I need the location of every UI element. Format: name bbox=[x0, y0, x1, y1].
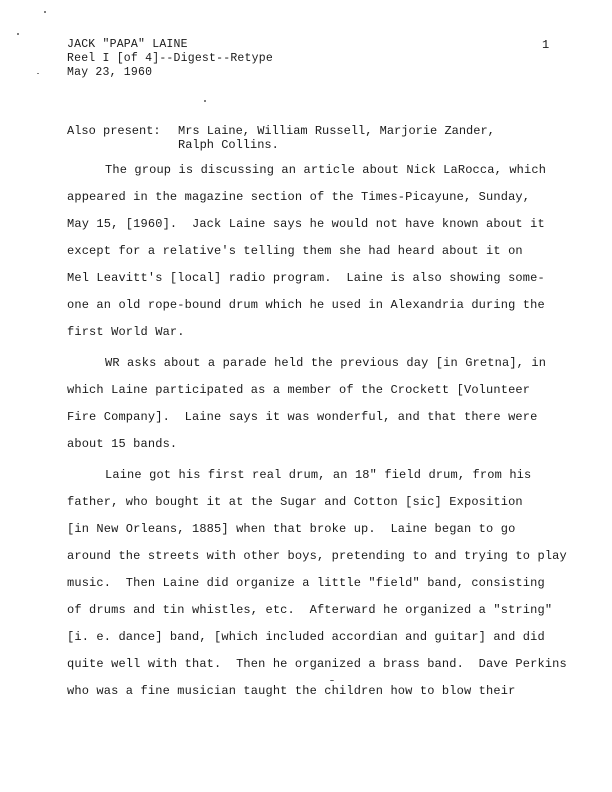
page-number: 1 bbox=[542, 38, 550, 52]
paragraph-3-line-6: of drums and tin whistles, etc. Afterward he organized a "string" bbox=[67, 603, 553, 617]
scan-speck bbox=[17, 33, 19, 35]
header-title: JACK "PAPA" LAINE bbox=[67, 38, 188, 51]
paragraph-1-line-7: first World War. bbox=[67, 325, 185, 339]
scan-speck bbox=[204, 100, 206, 102]
paragraph-3-line-7: [i. e. dance] band, [which included accordian and guitar] and did bbox=[67, 630, 545, 644]
paragraph-3-line-4: around the streets with other boys, pretending to and trying to play bbox=[67, 549, 567, 563]
paragraph-1-line-4: except for a relative's telling them she had heard about it on bbox=[67, 244, 523, 258]
scan-speck bbox=[44, 11, 46, 13]
also-present-label: Also present: bbox=[67, 124, 161, 138]
paragraph-3-line-5: music. Then Laine did organize a little "field" band, consisting bbox=[67, 576, 545, 590]
paragraph-3-line-1: Laine got his first real drum, an 18" field drum, from his bbox=[105, 468, 532, 482]
paragraph-1-line-2: appeared in the magazine section of the Times-Picayune, Sunday, bbox=[67, 190, 531, 204]
also-present-names-line2: Ralph Collins. bbox=[178, 138, 279, 152]
also-present-names-line1: Mrs Laine, William Russell, Marjorie Zander, bbox=[178, 124, 495, 138]
paragraph-1-line-3: May 15, [1960]. Jack Laine says he would not have known about it bbox=[67, 217, 545, 231]
paragraph-1-line-6: one an old rope-bound drum which he used in Alexandria during the bbox=[67, 298, 545, 312]
paragraph-3-line-9: who was a fine musician taught the children how to blow their bbox=[67, 684, 516, 698]
paragraph-3-line-3: [in New Orleans, 1885] when that broke up. Laine began to go bbox=[67, 522, 516, 536]
paragraph-2-line-3: Fire Company]. Laine says it was wonderful, and that there were bbox=[67, 410, 538, 424]
paragraph-1-line-1: The group is discussing an article about Nick LaRocca, which bbox=[105, 163, 547, 177]
header-reel: Reel I [of 4]--Digest--Retype bbox=[67, 52, 273, 65]
paragraph-2-line-1: WR asks about a parade held the previous day [in Gretna], in bbox=[105, 356, 547, 370]
paragraph-3-line-2: father, who bought it at the Sugar and Cotton [sic] Exposition bbox=[67, 495, 523, 509]
scan-speck bbox=[37, 73, 39, 74]
header-date: May 23, 1960 bbox=[67, 66, 153, 79]
paragraph-2-line-4: about 15 bands. bbox=[67, 437, 178, 451]
paragraph-1-line-5: Mel Leavitt's [local] radio program. Laine is also showing some- bbox=[67, 271, 545, 285]
paragraph-2-line-2: which Laine participated as a member of the Crockett [Volunteer bbox=[67, 383, 531, 397]
scan-speck bbox=[330, 680, 334, 681]
paragraph-3-line-8: quite well with that. Then he organized a brass band. Dave Perkins bbox=[67, 657, 567, 671]
